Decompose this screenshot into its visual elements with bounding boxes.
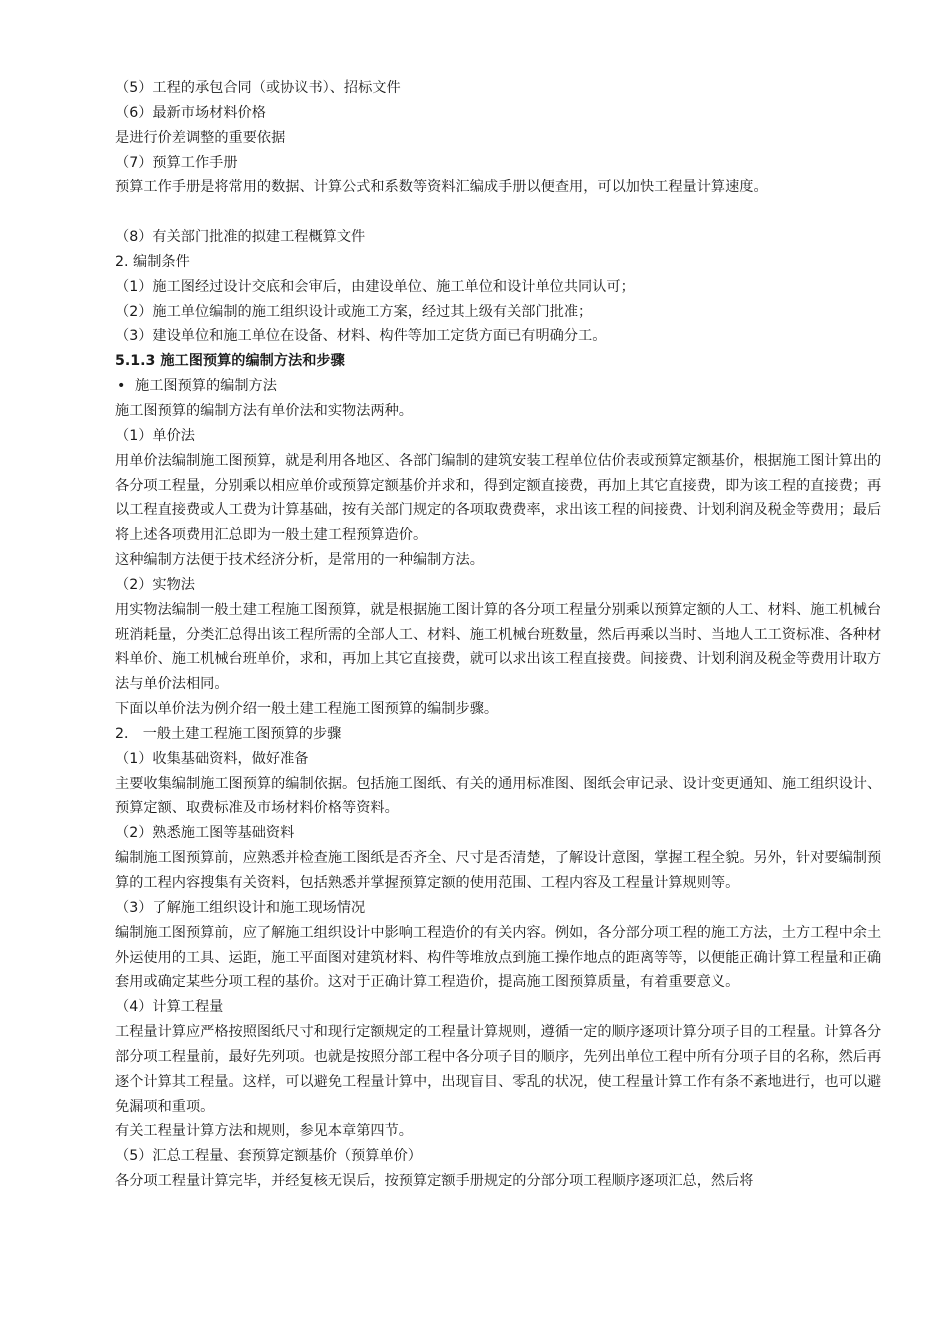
text-line: （5）工程的承包合同（或协议书）、招标文件 xyxy=(115,80,401,96)
text-line: （3）了解施工组织设计和施工现场情况 xyxy=(115,899,366,916)
text-line: （3）建设单位和施工单位在设备、材料、构件等加工定货方面已有明确分工。 xyxy=(115,328,607,345)
text-line: （2）施工单位编制的施工组织设计或施工方案，经过其上级有关部门批准； xyxy=(115,303,593,320)
bullet-item: • 施工图预算的编制方法 xyxy=(115,374,885,399)
text-line: （4）计算工程量 xyxy=(115,999,224,1016)
section-heading: 5.1.3 施工图预算的编制方法和步骤 xyxy=(115,353,345,370)
text-line: （5）汇总工程量、套预算定额基价（预算单价） xyxy=(115,1148,422,1165)
text-line: 是进行价差调整的重要依据 xyxy=(115,129,286,146)
text-paragraph: 预算工作手册是将常用的数据、计算公式和系数等资料汇编成手册以便查用，可以加快工程量计算速度。 xyxy=(115,179,768,196)
text-line: （2）实物法 xyxy=(115,576,195,593)
text-line: （8）有关部门批准的拟建工程概算文件 xyxy=(115,229,366,246)
document-page xyxy=(115,76,885,1194)
text-line: （1）收集基础资料，做好准备 xyxy=(115,750,309,767)
text-line: （7）预算工作手册 xyxy=(115,154,238,171)
subheading: 2． 一般土建工程施工图预算的步骤 xyxy=(115,725,342,742)
text-paragraph: 编制施工图预算前，应熟悉并检查施工图纸是否齐全、尺寸是否清楚，了解设计意图，掌握工程全貌。另外，针对要编制预算的工程内容搜集有关资料，包括熟悉并掌握预算定额的使用范围、工程内容及工程量计算规则等。 xyxy=(115,850,882,891)
text-line: （1）单价法 xyxy=(115,427,195,444)
text-line: （2）熟悉施工图等基础资料 xyxy=(115,825,295,842)
text-paragraph: 用实物法编制一般土建工程施工图预算，就是根据施工图计算的各分项工程量分别乘以预算定额的人工、材料、施工机械台班消耗量，分类汇总得出该工程所需的全部人工、材料、施工机械台班数量，然后再乘以当时、当地人工工资标准、各种材料单价、施工机械台班单价，求和，再加上其它直接费，就可以求出该工程直接费。间接费、计划利润及税金等费用计取方法与单价法相同。 xyxy=(115,601,882,693)
text-line: （1）施工图经过设计交底和会审后，由建设单位、施工单位和设计单位共同认可； xyxy=(115,278,635,295)
text-paragraph: 编制施工图预算前，应了解施工组织设计中影响工程造价的有关内容。例如，各分部分项工程的施工方法，土方工程中余土外运使用的工具、运距，施工平面图对建筑材料、构件等堆放点到施工操作地点的距离等等，以便能正确计算工程量和正确套用或确定某些分项工程的基价。这对于正确计算工程造价，提高施工图预算质量，有着重要意义。 xyxy=(115,924,882,991)
text-line: 这种编制方法便于技术经济分析，是常用的一种编制方法。 xyxy=(115,552,484,569)
text-paragraph: 主要收集编制施工图预算的编制依据。包括施工图纸、有关的通用标准图、图纸会审记录、设计变更通知、施工组织设计、预算定额、取费标准及市场材料价格等资料。 xyxy=(115,775,882,817)
text-line: 有关工程量计算方法和规则，参见本章第四节。 xyxy=(115,1123,413,1140)
blank-line xyxy=(115,200,885,225)
text-paragraph: 各分项工程量计算完毕，并经复核无误后，按预算定额手册规定的分部分项工程顺序逐项汇总，然后将 xyxy=(115,1173,754,1190)
text-line: 施工图预算的编制方法有单价法和实物法两种。 xyxy=(115,402,413,419)
subheading: 2. 编制条件 xyxy=(115,253,190,270)
text-paragraph: 工程量计算应严格按照图纸尺寸和现行定额规定的工程量计算规则，遵循一定的顺序逐项计算分项子目的工程量。计算各分部分项工程量前，最好先列项。也就是按照分部工程中各分项子目的顺序，先列出单位工程中所有分项子目的名称，然后再逐个计算其工程量。这样，可以避免工程量计算中，出现盲目、零乱的状况，使工程量计算工作有条不紊地进行，也可以避免漏项和重项。 xyxy=(115,1024,882,1115)
text-paragraph: 用单价法编制施工图预算，就是利用各地区、各部门编制的建筑安装工程单位估价表或预算定额基价，根据施工图计算出的各分项工程量，分别乘以相应单价或预算定额基价并求和，得到定额直接费，再加上其它直接费，即为该工程的直接费；再以工程直接费或人工费为计算基础，按有关部门规定的各项取费费率，求出该工程的间接费、计划利润及税金等费用；最后将上述各项费用汇总即为一般土建工程预算造价。 xyxy=(115,452,882,544)
text-line: （6）最新市场材料价格 xyxy=(115,104,266,121)
text-line: 下面以单价法为例介绍一般土建工程施工图预算的编制步骤。 xyxy=(115,701,499,718)
